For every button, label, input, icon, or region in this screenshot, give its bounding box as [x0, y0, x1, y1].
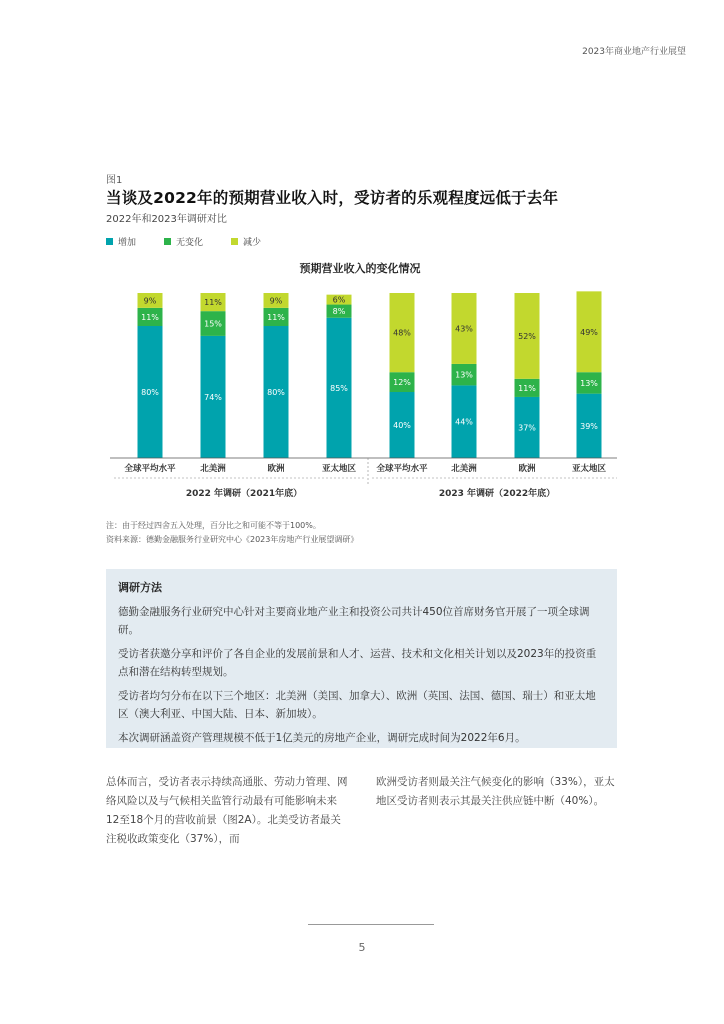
methodology-paragraph: 受访者均匀分布在以下三个地区：北美洲（美国、加拿大）、欧洲（英国、法国、德国、瑞士）和亚太地区（澳大利亚、中国大陆、日本、新加坡）。 — [118, 690, 596, 720]
figure-label: 图1 — [106, 175, 123, 186]
bar-value-label: 44% — [455, 417, 473, 427]
bar-value-label: 9% — [143, 296, 157, 306]
bar-value-label: 6% — [332, 295, 346, 305]
bar-value-label: 49% — [580, 327, 598, 337]
bar-value-label: 52% — [518, 331, 536, 341]
revenue-change-chart — [0, 255, 724, 515]
body-text-left: 总体而言，受访者表示持续高通胀、劳动力管理、网络风险以及与气候相关监管行动最有可能影响未来12至18个月的营收前景（图2A）。北美受访者最关注税收政策变化（37%），而 — [106, 776, 348, 845]
legend-label-unchanged: 无变化 — [176, 238, 204, 248]
legend-item-decrease — [231, 235, 261, 248]
bar-value-label: 74% — [204, 392, 222, 402]
bar-value-label: 37% — [518, 423, 536, 433]
category-label: 全球平均水平 — [376, 464, 428, 474]
group-label-2023: 2023 年调研（2022年底） — [438, 489, 556, 499]
category-label: 亚太地区 — [321, 464, 357, 474]
legend-label-increase: 增加 — [118, 238, 137, 248]
page-number: 5 — [358, 941, 366, 954]
chart-bars — [138, 291, 602, 458]
methodology-box — [106, 569, 617, 748]
bar-value-label: 85% — [330, 383, 348, 393]
bar-value-label: 8% — [332, 307, 346, 317]
chart-title: 预期营业收入的变化情况 — [299, 262, 421, 275]
methodology-paragraph: 德勤金融服务行业研究中心针对主要商业地产业主和投资公司共计450位首席财务官开展了一项全球调研。 — [118, 606, 590, 636]
category-labels — [124, 463, 606, 474]
bar-value-label: 11% — [518, 383, 536, 393]
category-label: 北美洲 — [200, 464, 226, 474]
category-label: 全球平均水平 — [124, 464, 176, 474]
category-label: 亚太地区 — [571, 464, 607, 474]
figure-title: 当谈及2022年的预期营业收入时，受访者的乐观程度远低于去年 — [106, 189, 559, 207]
legend-swatch-increase — [106, 238, 113, 245]
bar-value-label: 39% — [580, 421, 598, 431]
category-label: 欧洲 — [267, 464, 285, 474]
bar-value-label: 43% — [455, 324, 473, 334]
bar-value-label: 15% — [204, 319, 222, 329]
bar-value-label: 13% — [455, 370, 473, 380]
methodology-title: 调研方法 — [118, 581, 162, 594]
bar-value-label: 11% — [267, 312, 285, 322]
legend-item-increase — [106, 235, 136, 248]
figure-subtitle: 2022年和2023年调研对比 — [106, 214, 227, 225]
methodology-paragraph: 受访者获邀分享和评价了各自企业的发展前景和人才、运营、技术和文化相关计划以及2023年的投资重点和潜在结构转型规划。 — [118, 648, 597, 678]
bar-value-label: 11% — [204, 298, 222, 308]
bar-value-label: 48% — [393, 328, 411, 338]
bar-value-label: 13% — [580, 378, 598, 388]
bar-value-label: 9% — [269, 296, 283, 306]
methodology-paragraph: 本次调研涵盖资产管理规模不低于1亿美元的房地产企业，调研完成时间为2022年6月。 — [118, 732, 526, 744]
legend-swatch-decrease — [231, 238, 238, 245]
category-label: 欧洲 — [518, 464, 536, 474]
running-header: 2023年商业地产行业展望 — [582, 47, 686, 57]
figure-note: 注：由于经过四舍五入处理，百分比之和可能不等于100%。 — [106, 521, 321, 530]
footer-rule — [308, 924, 434, 925]
group-label-2022: 2022 年调研（2021年底） — [185, 489, 303, 499]
chart-legend — [106, 235, 261, 248]
figure-notes — [106, 519, 358, 547]
body-text-right: 欧洲受访者则最关注气候变化的影响（33%），亚太地区受访者则表示其最关注供应链中断（40%）。 — [376, 776, 615, 807]
bar-value-label: 40% — [393, 421, 411, 430]
bar-value-label: 11% — [141, 312, 159, 322]
legend-label-decrease: 减少 — [243, 238, 262, 248]
category-label: 北美洲 — [451, 464, 477, 474]
legend-swatch-unchanged — [164, 238, 171, 245]
bar-value-label: 80% — [141, 388, 159, 397]
bar-value-label: 80% — [267, 388, 285, 397]
bar-value-label: 12% — [393, 378, 411, 388]
figure-source: 资料来源：德勤金融服务行业研究中心《2023年房地产行业展望调研》 — [106, 535, 359, 544]
legend-item-unchanged — [164, 235, 203, 248]
